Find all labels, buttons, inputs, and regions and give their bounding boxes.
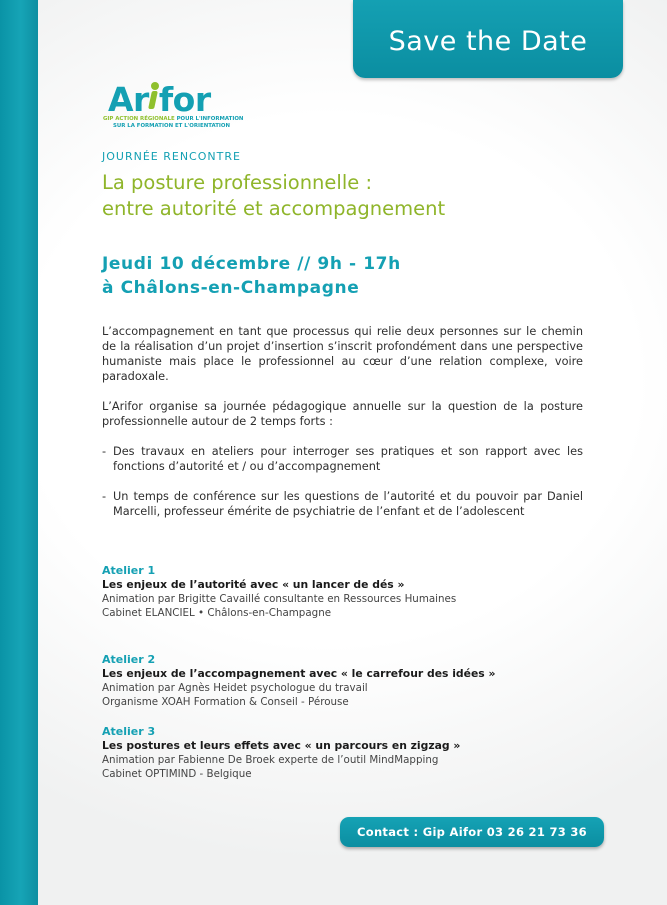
- bullet-dash: -: [102, 490, 107, 503]
- atelier-organisation: Cabinet ELANCIEL • Châlons-en-Champagne: [102, 607, 332, 619]
- atelier-organisation: Cabinet OPTIMIND - Belgique: [102, 768, 252, 780]
- bullet-text-2: Un temps de conférence sur les questions de l’autorité et du pouvoir par Daniel Marcelli, professeur émérite de psychiatrie de l’enfant et de l’adolescent: [113, 490, 583, 518]
- atelier-number: Atelier 1: [102, 564, 156, 577]
- atelier-number: Atelier 2: [102, 653, 156, 666]
- event-date-line1: Jeudi 10 décembre // 9h - 17h: [102, 254, 401, 274]
- atelier-host: Animation par Fabienne De Broek experte de l’outil MindMapping: [102, 754, 439, 766]
- list-item: [102, 444, 583, 474]
- event-date: [102, 252, 401, 300]
- arifor-logo: [103, 80, 263, 135]
- list-item: [102, 489, 583, 519]
- logo-wordmark: Ar for: [108, 80, 211, 119]
- logo-tagline-line2: SUR LA FORMATION ET L'ORIENTATION: [113, 123, 230, 129]
- atelier-title: Les postures et leurs effets avec « un parcours en zigzag »: [102, 739, 461, 752]
- atelier-host: Animation par Brigitte Cavaillé consultante en Ressources Humaines: [102, 593, 457, 605]
- event-description: [102, 324, 583, 534]
- banner-title: Save the Date: [388, 26, 588, 57]
- event-title: [102, 170, 445, 222]
- event-title-line2: entre autorité et accompagnement: [102, 197, 446, 220]
- atelier-1: [102, 564, 602, 620]
- description-paragraph-2: L’Arifor organise sa journée pédagogique annuelle sur la question de la posture professionnelle autour de 2 temps forts :: [102, 400, 583, 428]
- event-title-line1: La posture professionnelle :: [102, 171, 373, 194]
- atelier-organisation: Organisme XOAH Formation & Conseil - Pérouse: [102, 696, 349, 708]
- left-color-band: [0, 0, 38, 905]
- atelier-title: Les enjeux de l’autorité avec « un lancer de dés »: [102, 578, 405, 591]
- event-kicker: JOURNÉE RENCONTRE: [102, 150, 241, 163]
- atelier-number: Atelier 3: [102, 725, 156, 738]
- bullet-text-1: Des travaux en ateliers pour interroger ses pratiques et son rapport avec les fonctions d’autorité et / ou d’accompagnement: [113, 445, 583, 473]
- event-date-line2: à Châlons-en-Champagne: [102, 278, 360, 298]
- atelier-3: [102, 725, 602, 781]
- description-paragraph-1: L’accompagnement en tant que processus qui relie deux personnes sur le chemin de la réalisation d’un projet d’insertion s’inscrit profondément dans une perspective humaniste mais place le professionnel au cœur d’une relation complexe, voire paradoxale.: [102, 325, 583, 383]
- contact-badge: Contact : Gip Aifor 03 26 21 73 36: [340, 817, 604, 847]
- atelier-2: [102, 653, 602, 709]
- atelier-title: Les enjeux de l’accompagnement avec « le carrefour des idées »: [102, 667, 496, 680]
- atelier-host: Animation par Agnès Heidet psychologue du travail: [102, 682, 368, 694]
- bullet-dash: -: [102, 445, 107, 458]
- logo-tagline-line1: GIP ACTION RÉGIONALE POUR L'INFORMATION: [103, 116, 244, 122]
- save-the-date-banner: [353, 0, 623, 78]
